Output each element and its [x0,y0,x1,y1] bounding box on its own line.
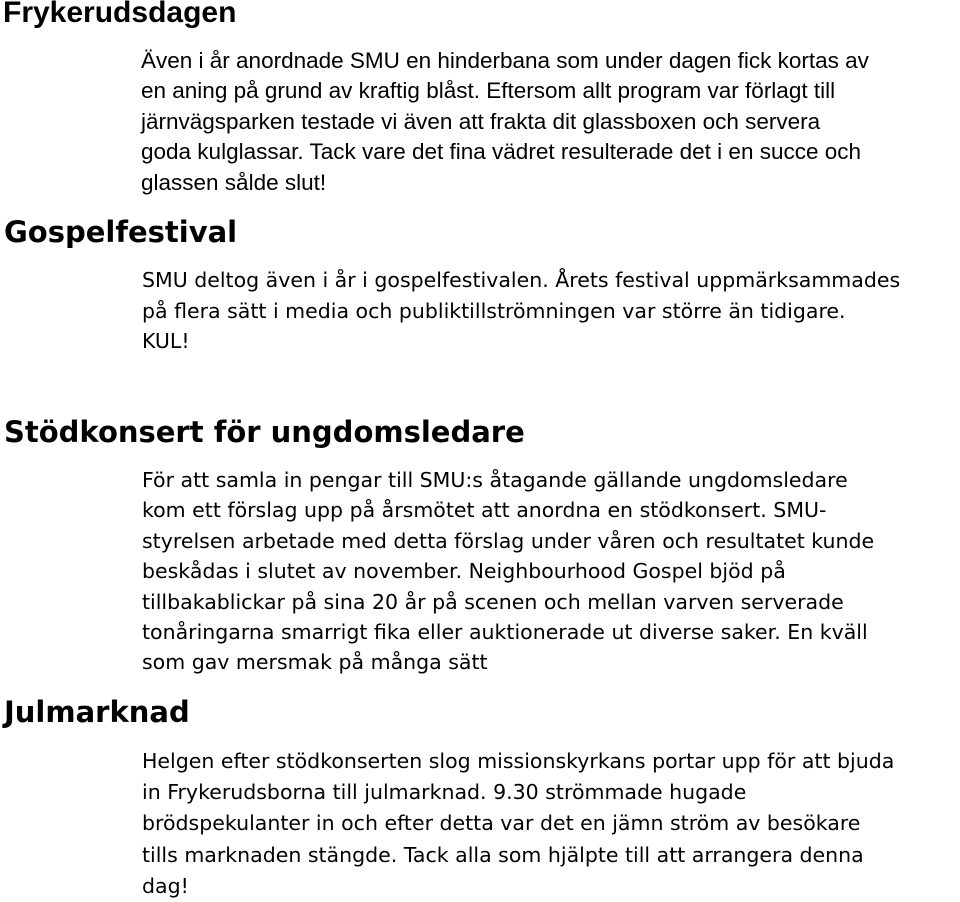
section-heading-gospelfestival: Gospelfestival [4,215,238,249]
section-heading-frykerudsdagen: Frykerudsdagen [3,0,237,29]
section-heading-julmarknad: Julmarknad [4,695,190,729]
section-body-julmarknad: Helgen efter stödkonserten slog missionskyrkans portar upp för att bjuda in Frykerudsborna till julmarknad. 9.30 strömmade hugade brödspekulanter in och efter detta var det en jämn ström av besökare tills marknaden stängde. Tack alla som hjälpte till att arrangera denna dag! [142,749,895,898]
section-heading-stodkonsert: Stödkonsert för ungdomsledare [4,415,525,449]
section-body-frykerudsdagen: Även i år anordnade SMU en hinderbana som under dagen fick kortas av en aning på grund av kraftig blåst. Eftersom allt program var förlagt till järnvägsparken testade vi även att frakta dit glassboxen och servera goda kulglassar. Tack vare det fina vädret resulterade det i en succe och glassen sålde slut! [141,48,869,195]
section-body-gospelfestival: SMU deltog även i år i gospelfestivalen. Årets festival uppmärksammades på flera sätt i media och publiktillströmningen var större än tidigare. KUL! [142,268,901,353]
section-body-stodkonsert: För att samla in pengar till SMU:s åtagande gällande ungdomsledare kom ett förslag upp på årsmötet att anordna en stödkonsert. SMU- styrelsen arbetade med detta förslag under våren och resultatet kunde beskådas i slutet av november. Neighbourhood Gospel bjöd på tillbakablickar på sina 20 år på scenen och mellan varven serverade tonåringarna smarrigt fika eller auktionerade ut diverse saker. En kväll som gav mersmak på många sätt [142,468,875,675]
